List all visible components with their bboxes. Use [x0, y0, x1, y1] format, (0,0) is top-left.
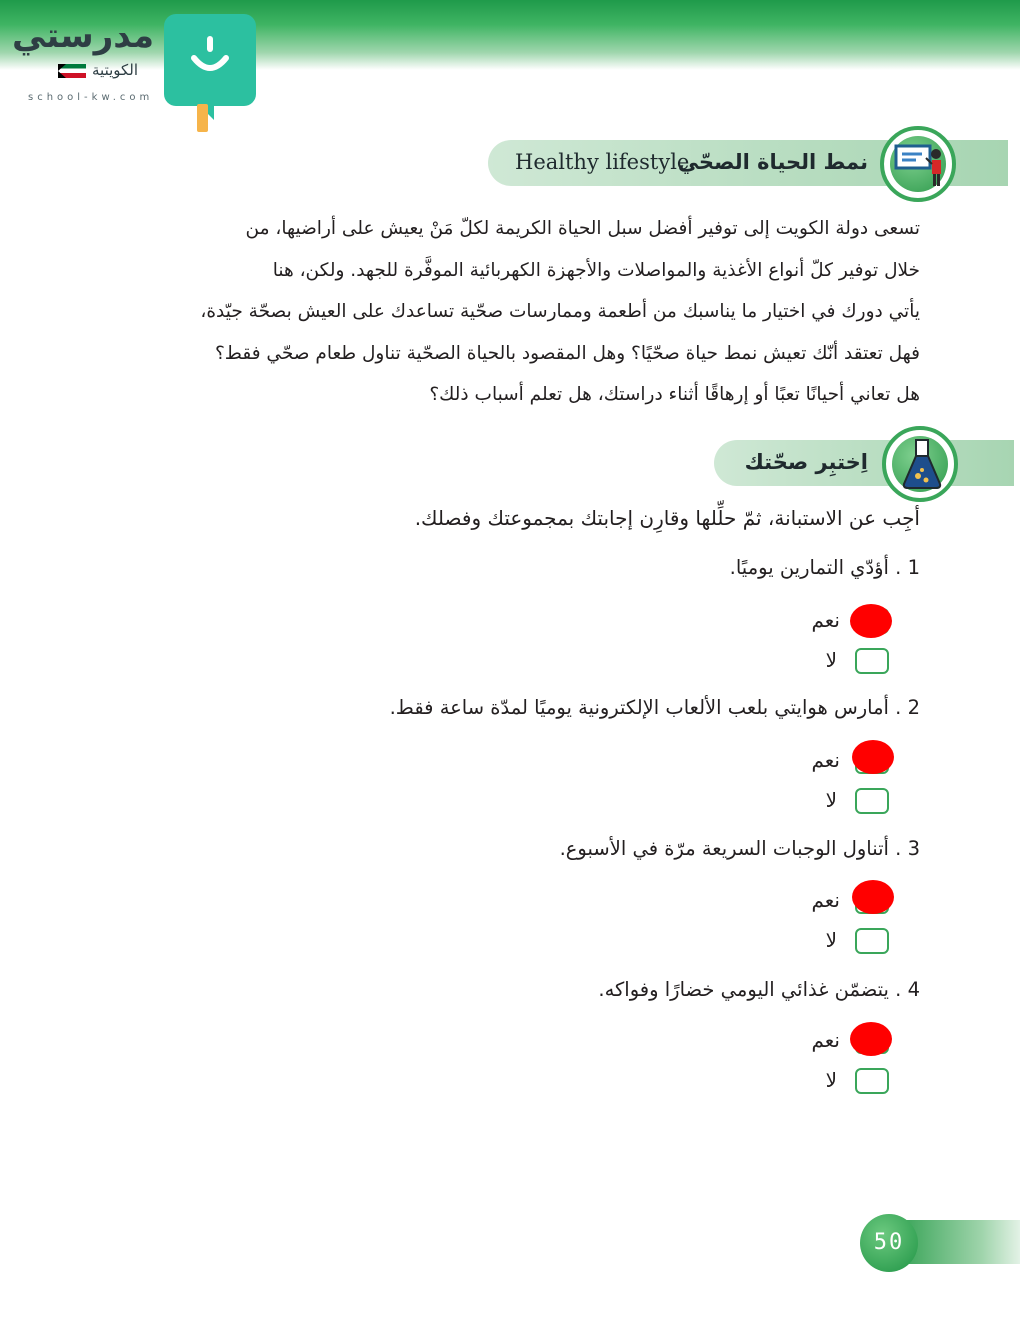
section-title-arabic: نمط الحياة الصحّي	[677, 150, 868, 174]
no-checkbox[interactable]	[855, 928, 889, 954]
intro-paragraph	[138, 208, 920, 416]
paragraph-line: هل تعاني أحيانًا تعبًا أو إرهاقًا أثناء دراستك، هل تعلم أسباب ذلك؟	[429, 384, 920, 405]
yes-label: نعم	[811, 1028, 840, 1052]
flask-icon	[900, 438, 944, 492]
instruction-text: أجِب عن الاستبانة، ثمّ حلِّلها وقارِن إجابتك بمجموعتك وفصلك.	[414, 506, 920, 530]
page-number: 50	[860, 1214, 918, 1272]
red-answer-mark	[850, 604, 892, 638]
no-label: لا	[825, 648, 837, 672]
logo-subtitle: الكويتية	[92, 61, 139, 79]
question-3	[560, 837, 920, 860]
no-label: لا	[825, 1068, 837, 1092]
no-checkbox[interactable]	[855, 648, 889, 674]
yes-label: نعم	[811, 748, 840, 772]
question-number: 1 .	[895, 556, 920, 579]
kuwait-flag-icon	[58, 64, 86, 78]
question-number: 3 .	[895, 837, 920, 860]
section-title-english: Healthy lifestyle	[515, 150, 690, 174]
logo-name: مدرستي	[12, 16, 154, 56]
no-checkbox[interactable]	[855, 788, 889, 814]
logo-url: school-kw.com	[28, 92, 154, 103]
paragraph-line: خلال توفير كلّ أنواع الأغذية والمواصلات والأجهزة الكهربائية الموفَّرة للجهد. ولكن، هنا	[272, 259, 920, 281]
section-badge	[882, 426, 958, 502]
no-label: لا	[825, 928, 837, 952]
yes-label: نعم	[811, 888, 840, 912]
question-number: 4 .	[895, 978, 920, 1001]
logo-pencil-icon	[197, 104, 208, 132]
section-badge	[880, 126, 956, 202]
question-number: 2 .	[895, 696, 920, 719]
question-2	[390, 696, 920, 719]
presentation-board-icon	[892, 142, 948, 190]
section-title: اِختبِر صحّتك	[744, 450, 868, 474]
paragraph-line: يأتي دورك في اختيار ما يناسبك من أطعمة وممارسات صحّية تساعدك على العيش بصحّة جيّدة،	[200, 301, 920, 322]
paragraph-line: فهل تعتقد أنّك تعيش نمط حياة صحّيًا؟ وهل المقصود بالحياة الصحّية تناول طعام صحّي فقط؟	[214, 342, 920, 364]
red-answer-mark	[850, 1022, 892, 1056]
question-4	[598, 978, 920, 1001]
question-text: يتضمّن غذائي اليومي خضارًا وفواكه.	[598, 978, 889, 1001]
question-text: أؤدّي التمارين يوميًا.	[729, 556, 889, 579]
red-answer-mark	[852, 740, 894, 774]
no-checkbox[interactable]	[855, 1068, 889, 1094]
site-logo[interactable]	[0, 0, 270, 140]
red-answer-mark	[852, 880, 894, 914]
yes-label: نعم	[811, 608, 840, 632]
paragraph-line: تسعى دولة الكويت إلى توفير أفضل سبل الحياة الكريمة لكلّ مَنْ يعيش على أراضيها، من	[245, 218, 920, 239]
question-text: أتناول الوجبات السريعة مرّة في الأسبوع.	[559, 837, 889, 860]
smile-icon	[186, 34, 234, 82]
question-text: أمارس هوايتي بلعب الألعاب الإلكترونية يوميًا لمدّة ساعة فقط.	[389, 696, 889, 719]
question-1	[730, 556, 920, 579]
no-label: لا	[825, 788, 837, 812]
